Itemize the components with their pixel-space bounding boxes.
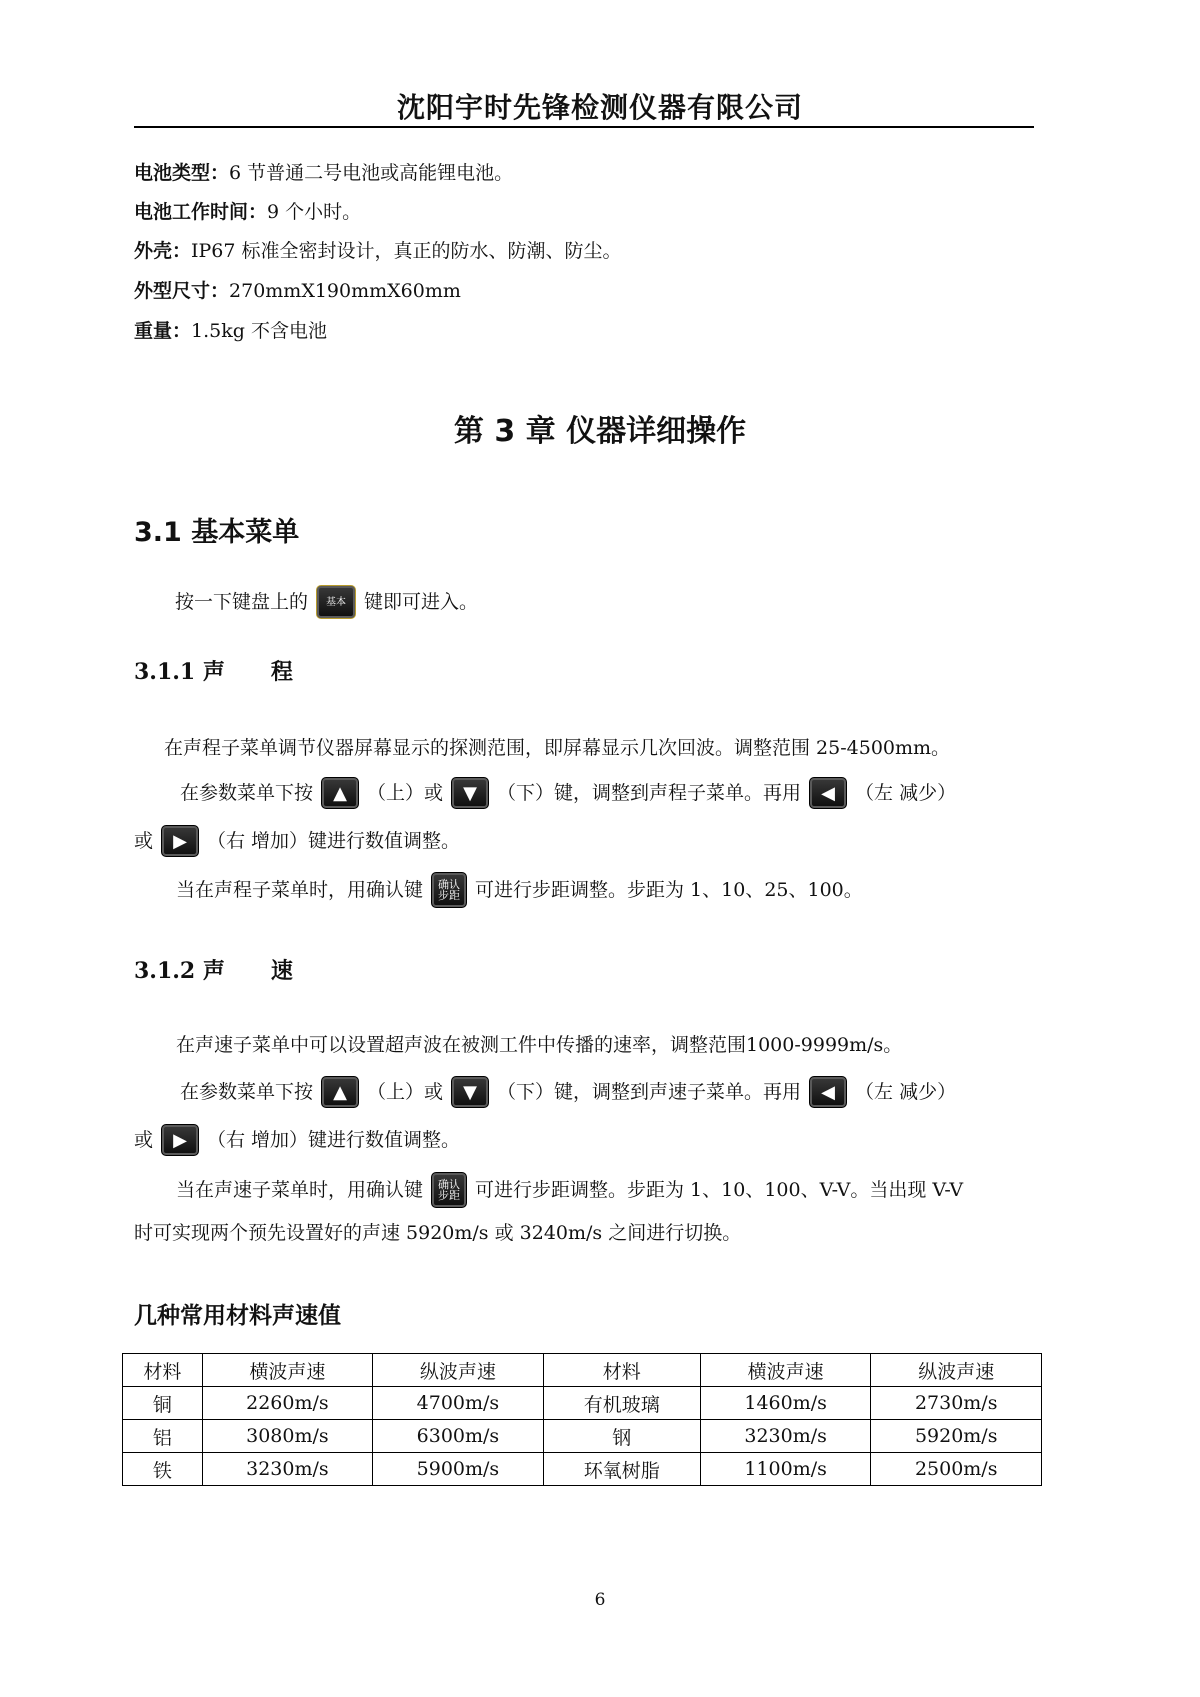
table-row [123, 1453, 1042, 1486]
right-arrow-key-icon: ▶ [161, 825, 199, 857]
range-paragraph-4 [176, 872, 863, 908]
spec-label: 外壳： [134, 240, 192, 262]
left-arrow-key-icon: ◀ [809, 777, 847, 809]
range-paragraph-3 [134, 825, 460, 857]
velocity-paragraph-4 [176, 1172, 963, 1208]
table-header-row [123, 1354, 1042, 1387]
subsection-range-title: 3.1.1 声 程 [134, 659, 293, 685]
confirm-key-label-top: 确认 [438, 1178, 461, 1191]
spec-value: IP67 标准全密封设计，真正的防水、防潮、防尘。 [191, 240, 622, 262]
range-text: （下）键，调整到声程子菜单。再用 [497, 782, 802, 804]
intro-text-after: 键即可进入。 [364, 591, 479, 613]
table-cell: 有机玻璃 [543, 1387, 700, 1420]
table-cell: 铁 [123, 1453, 203, 1486]
table-header-cell: 材料 [543, 1354, 700, 1387]
table-cell: 6300m/s [373, 1420, 544, 1453]
table-cell: 3080m/s [202, 1420, 373, 1453]
confirm-key-label-top: 确认 [438, 878, 461, 891]
range-text: （上）或 [367, 782, 444, 804]
spec-label: 重量： [134, 320, 192, 342]
spec-battery-type [134, 161, 513, 185]
velocity-paragraph-3 [134, 1124, 460, 1156]
header-divider [134, 126, 1034, 128]
down-arrow-key-icon: ▼ [451, 1076, 489, 1108]
confirm-key-label-bottom: 步距 [438, 889, 461, 902]
materials-velocity-table [122, 1353, 1042, 1486]
range-paragraph-2 [180, 777, 956, 809]
confirm-key-label-bottom: 步距 [438, 1189, 461, 1202]
velocity-text: 可进行步距调整。步距为 1、10、100、V-V。当出现 V-V [475, 1179, 964, 1201]
down-arrow-key-icon: ▼ [451, 777, 489, 809]
table-cell: 5920m/s [871, 1420, 1042, 1453]
table-cell: 3230m/s [700, 1420, 871, 1453]
spec-weight [134, 319, 327, 343]
table-cell: 4700m/s [373, 1387, 544, 1420]
subsection-velocity-title: 3.1.2 声 速 [134, 958, 293, 984]
materials-table-title: 几种常用材料声速值 [134, 1303, 341, 1329]
velocity-text: 或 [134, 1129, 154, 1151]
velocity-text: 当在声速子菜单时，用确认键 [176, 1179, 424, 1201]
velocity-text: （左 减少） [855, 1081, 957, 1103]
confirm-step-key-icon [431, 872, 467, 908]
table-header-cell: 横波声速 [700, 1354, 871, 1387]
confirm-step-key-icon [431, 1172, 467, 1208]
page-number: 6 [594, 1590, 606, 1610]
table-cell: 2500m/s [871, 1453, 1042, 1486]
table-header-cell: 材料 [123, 1354, 203, 1387]
table-cell: 环氧树脂 [543, 1453, 700, 1486]
table-cell: 2260m/s [202, 1387, 373, 1420]
up-arrow-key-icon: ▲ [321, 1076, 359, 1108]
range-text: （左 减少） [855, 782, 957, 804]
left-arrow-key-icon: ◀ [809, 1076, 847, 1108]
velocity-paragraph-2 [180, 1076, 956, 1108]
velocity-paragraph-1: 在声速子菜单中可以设置超声波在被测工件中传播的速率，调整范围1000-9999m/s。 [176, 1034, 903, 1056]
table-row [123, 1420, 1042, 1453]
range-text: 当在声程子菜单时，用确认键 [176, 879, 424, 901]
intro-paragraph [175, 585, 478, 619]
table-row [123, 1387, 1042, 1420]
table-cell: 铜 [123, 1387, 203, 1420]
spec-value: 270mmX190mmX60mm [229, 280, 461, 302]
table-cell: 1100m/s [700, 1453, 871, 1486]
table-header-cell: 横波声速 [202, 1354, 373, 1387]
chapter-title: 第 3 章 仪器详细操作 [453, 414, 747, 449]
basic-key-icon: 基本 [316, 585, 356, 619]
spec-label: 电池工作时间： [134, 201, 268, 223]
spec-label: 外型尺寸： [134, 280, 230, 302]
table-cell: 钢 [543, 1420, 700, 1453]
up-arrow-key-icon: ▲ [321, 777, 359, 809]
range-paragraph-1: 在声程子菜单调节仪器屏幕显示的探测范围，即屏幕显示几次回波。调整范围 25-4500mm。 [164, 737, 951, 759]
range-text: 在参数菜单下按 [180, 782, 314, 804]
velocity-paragraph-5: 时可实现两个预先设置好的声速 5920m/s 或 3240m/s 之间进行切换。 [134, 1222, 742, 1244]
table-header-cell: 纵波声速 [871, 1354, 1042, 1387]
spec-label: 电池类型： [134, 162, 230, 184]
spec-battery-time [134, 200, 361, 224]
velocity-text: （右 增加）键进行数值调整。 [207, 1129, 461, 1151]
spec-enclosure [134, 239, 622, 263]
table-header-cell: 纵波声速 [373, 1354, 544, 1387]
velocity-text: （下）键，调整到声速子菜单。再用 [497, 1081, 802, 1103]
table-cell: 3230m/s [202, 1453, 373, 1486]
range-text: 或 [134, 830, 154, 852]
company-header: 沈阳宇时先锋检测仪器有限公司 [396, 91, 803, 124]
intro-text-before: 按一下键盘上的 [175, 591, 309, 613]
spec-value: 6 节普通二号电池或高能锂电池。 [229, 162, 514, 184]
spec-dimensions [134, 279, 461, 303]
table-cell: 2730m/s [871, 1387, 1042, 1420]
velocity-text: 在参数菜单下按 [180, 1081, 314, 1103]
range-text: 可进行步距调整。步距为 1、10、25、100。 [475, 879, 863, 901]
table-cell: 5900m/s [373, 1453, 544, 1486]
section-title: 3.1 基本菜单 [134, 517, 300, 548]
spec-value: 1.5kg 不含电池 [191, 320, 327, 342]
spec-value: 9 个小时。 [267, 201, 362, 223]
range-text: （右 增加）键进行数值调整。 [207, 830, 461, 852]
velocity-text: （上）或 [367, 1081, 444, 1103]
right-arrow-key-icon: ▶ [161, 1124, 199, 1156]
table-cell: 1460m/s [700, 1387, 871, 1420]
table-cell: 铝 [123, 1420, 203, 1453]
